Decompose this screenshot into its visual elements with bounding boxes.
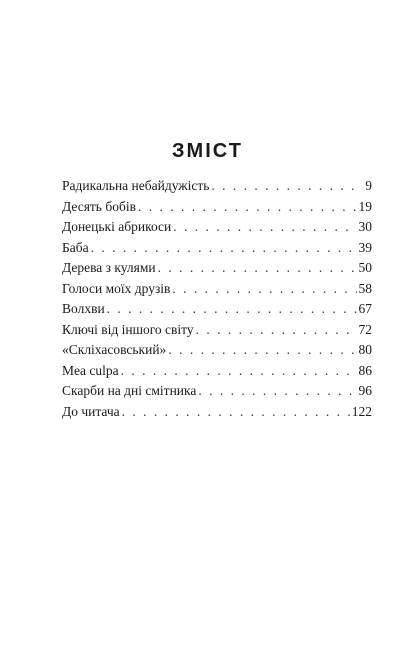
toc-dot-leader <box>168 340 356 361</box>
toc-dot-leader <box>121 361 357 382</box>
toc-entry-title: Mea culpa <box>62 362 119 378</box>
toc-entry-title: Ключі від іншого світу <box>62 321 194 337</box>
toc-entry <box>62 361 372 382</box>
toc-entry <box>62 217 372 238</box>
toc-entry <box>62 340 372 361</box>
toc-dot-leader <box>158 258 357 279</box>
toc-dot-leader <box>211 176 363 197</box>
toc-entry-page: 96 <box>358 383 372 398</box>
toc-entry-page: 86 <box>358 362 372 378</box>
toc-entry-title: Дерева з кулями <box>62 260 156 275</box>
toc-entry-page: 39 <box>358 239 372 255</box>
toc-dot-leader <box>122 402 350 423</box>
toc-entry-page: 72 <box>358 321 372 337</box>
toc-dot-leader <box>196 320 357 341</box>
toc-entry-title: До читача <box>62 403 120 419</box>
toc-entry-title: Баба <box>62 239 89 255</box>
toc-entry-page: 67 <box>358 301 372 316</box>
toc-entry-title: Волхви <box>62 301 105 316</box>
table-of-contents <box>62 176 372 422</box>
toc-entry <box>62 402 372 423</box>
toc-entry-title: Скарби на дні смітника <box>62 383 197 398</box>
toc-entry-page: 19 <box>358 198 372 214</box>
toc-entry <box>62 258 372 279</box>
toc-entry-title: Донецькі абрикоси <box>62 219 172 234</box>
toc-entry-page: 30 <box>358 219 372 234</box>
toc-entry-page: 58 <box>358 280 372 296</box>
toc-entry-page: 9 <box>365 178 372 193</box>
page-title: ЗМІСТ <box>172 140 243 162</box>
toc-dot-leader <box>173 217 356 238</box>
toc-entry <box>62 381 372 402</box>
toc-dot-leader <box>172 279 356 300</box>
toc-entry-page: 80 <box>358 342 372 357</box>
toc-entry-title: Голоси моїх друзів <box>62 280 171 296</box>
toc-dot-leader <box>138 197 357 218</box>
toc-entry <box>62 279 372 300</box>
toc-entry <box>62 238 372 259</box>
toc-entry-page: 50 <box>358 260 372 275</box>
toc-entry <box>62 320 372 341</box>
toc-entry-title: Радикальна небайдужість <box>62 178 210 193</box>
toc-entry <box>62 197 372 218</box>
toc-dot-leader <box>91 238 357 259</box>
toc-entry-page: 122 <box>351 403 372 419</box>
toc-entry-title: Десять бобів <box>62 198 136 214</box>
toc-entry-title: «Склiхасовський» <box>62 342 167 357</box>
toc-entry <box>62 176 372 197</box>
toc-entry <box>62 299 372 320</box>
toc-dot-leader <box>198 381 356 402</box>
toc-dot-leader <box>107 299 357 320</box>
